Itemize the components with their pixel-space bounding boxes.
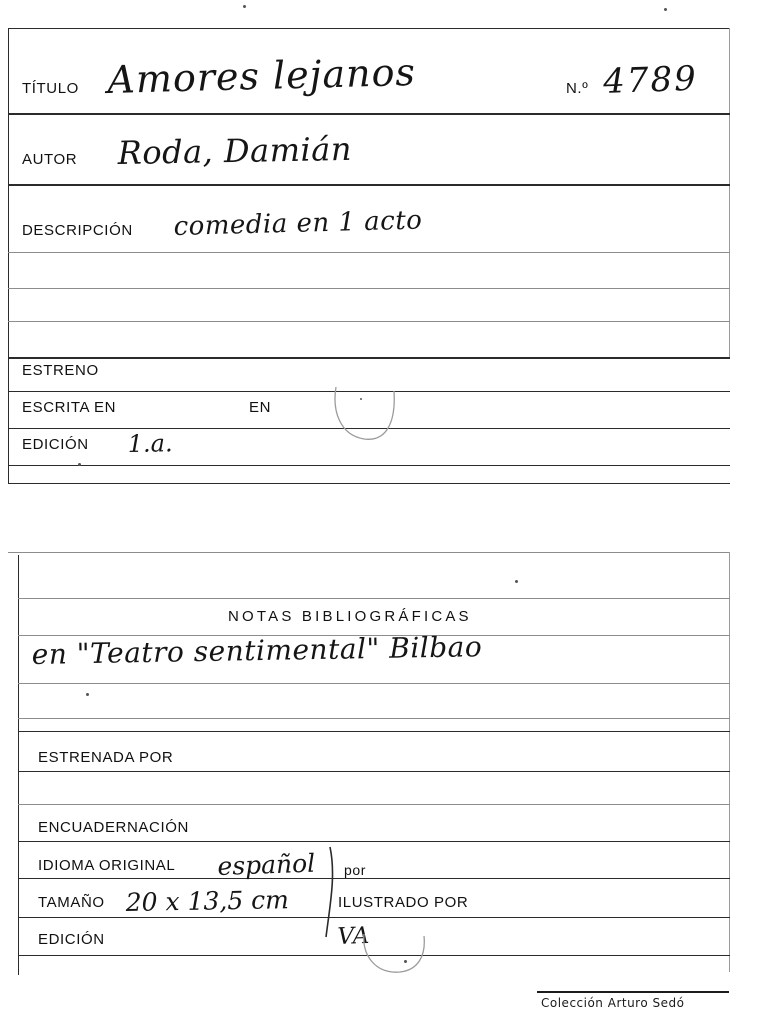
label-descripcion: DESCRIPCIÓN [22,222,133,239]
front-line-desc-2 [8,288,730,289]
front-line-autor [8,184,730,186]
label-idioma-original: IDIOMA ORIGINAL [38,857,176,874]
value-idioma-original: español [216,848,316,881]
back-line-tamano [18,917,730,918]
scan-speck [664,8,667,11]
label-por: por [344,862,367,878]
scan-speck [404,960,407,963]
back-card-top-border [8,552,730,553]
scan-speck [360,398,362,400]
value-titulo: Amores lejanos [106,49,417,102]
back-card-left-border [18,555,19,975]
value-edicion-back: VA [337,922,370,950]
front-card-top-border [8,28,730,29]
scan-speck [78,463,81,466]
value-descripcion: comedia en 1 acto [173,205,423,242]
label-en: EN [249,399,272,416]
label-escrita-en: ESCRITA EN [22,399,117,416]
collection-credit: Colección Arturo Sedó [541,996,685,1010]
front-line-desc-3 [8,321,730,322]
scan-speck [515,580,518,583]
scan-speck [243,5,246,8]
label-estrenada-por: ESTRENADA POR [38,749,174,766]
label-estreno: ESTRENO [22,362,99,379]
front-line-edicion [8,465,730,466]
label-edicion-front: EDICIÓN [22,436,89,453]
back-line-encuadernacion [18,841,730,842]
back-line-estrenada-bottom [18,771,730,772]
label-numero: N.º [566,80,589,97]
label-titulo: TÍTULO [22,80,79,97]
label-edicion-back: EDICIÓN [38,931,105,948]
label-ilustrado-por: ILUSTRADO POR [338,894,469,911]
front-card-right-border [729,28,730,358]
front-line-desc-4 [8,357,730,359]
back-line-blank [18,804,730,805]
value-edicion-front: 1.a. [127,429,173,458]
back-line-notas-3 [18,718,730,719]
value-autor: Roda, Damián [117,129,353,172]
front-line-descripcion [8,252,730,253]
label-tamano: TAMAÑO [38,894,105,911]
value-notas: en "Teatro sentimental" Bilbao [31,630,483,671]
collection-credit-rule [537,991,729,993]
back-line-idioma [18,878,730,879]
label-encuadernacion: ENCUADERNACIÓN [38,819,189,836]
value-tamano: 20 x 13,5 cm [125,885,290,917]
front-card-left-border [8,28,9,483]
scan-artifact-arc-back [360,930,430,980]
scan-artifact-stroke-back [300,845,360,965]
label-autor: AUTOR [22,151,78,168]
back-card-right-border [729,552,730,972]
scan-speck [86,693,89,696]
back-line-1 [18,598,730,599]
back-line-notas-2 [18,683,730,684]
front-card-bottom-border [8,483,730,484]
value-numero: 4789 [602,58,699,102]
front-line-titulo [8,113,730,115]
scan-artifact-arc-front [330,385,400,455]
heading-notas-bibliograficas: NOTAS BIBLIOGRÁFICAS [228,608,472,625]
back-line-estrenada [18,731,730,732]
